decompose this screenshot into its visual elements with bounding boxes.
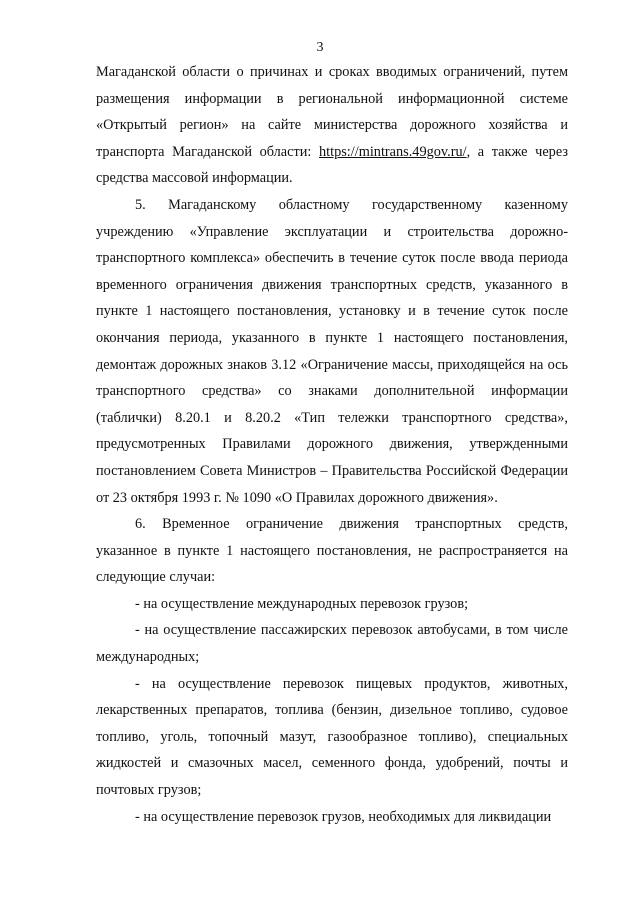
paragraph-item-5: 5. Магаданскому областному государственному казенному учреждению «Управление эксплуатации и строительства дорожно-транспортного комплекса» обеспечить в течение суток после ввода периода временного ограничения движения транспортных средств, указанного в пункте 1 настоящего постановления, установку и в течение суток после окончания периода, указанного в пункте 1 настоящего постановления, демонтаж дорожных знаков 3.12 «Ограничение массы, приходящейся на ось транспортного средства» со знаками дополнительной информации (таблички) 8.20.1 и 8.20.2 «Тип тележки транспортного средства», предусмотренных Правилами дорожного движения, утвержденными постановлением Совета Министров – Правительства Российской Федерации от 23 октября 1993 г. № 1090 «О Правилах дорожного движения».: [96, 196, 568, 506]
document-body: [96, 59, 568, 830]
page-number: 3: [316, 40, 324, 55]
exception-item-international-cargo: - на осуществление международных перевозок грузов;: [135, 595, 469, 612]
paragraph-continuation: [96, 59, 568, 192]
mintrans-website-link[interactable]: https://mintrans.49gov.ru/: [318, 143, 467, 160]
paragraph-item-6: 6. Временное ограничение движения транспортных средств, указанное в пункте 1 настоящего постановления, не распространяется на следующие случаи:: [96, 516, 568, 586]
exception-item-food-fuel-mail: - на осуществление перевозок пищевых продуктов, животных, лекарственных препаратов, топлива (бензин, дизельное топливо, судовое топливо, уголь, топочный мазут, газообразное топливо), специальных жидкостей и смазочных масел, семенного фонда, удобрений, почты и почтовых грузов;: [96, 675, 568, 799]
paragraph-text: Магаданской области о причинах и сроках вводимых ограничений, путем размещения информации в региональной информационной системе «Открытый регион» на сайте министерства дорожного хозяйства и транспорта Магаданской области:: [96, 64, 568, 160]
paragraph-text-end: , а также через средства массовой информации.: [96, 143, 568, 187]
exception-item-emergency-cargo: - на осуществление перевозок грузов, необходимых для ликвидации: [135, 808, 552, 825]
exception-item-passenger-buses: - на осуществление пассажирских перевозок автобусами, в том числе международных;: [96, 622, 568, 666]
